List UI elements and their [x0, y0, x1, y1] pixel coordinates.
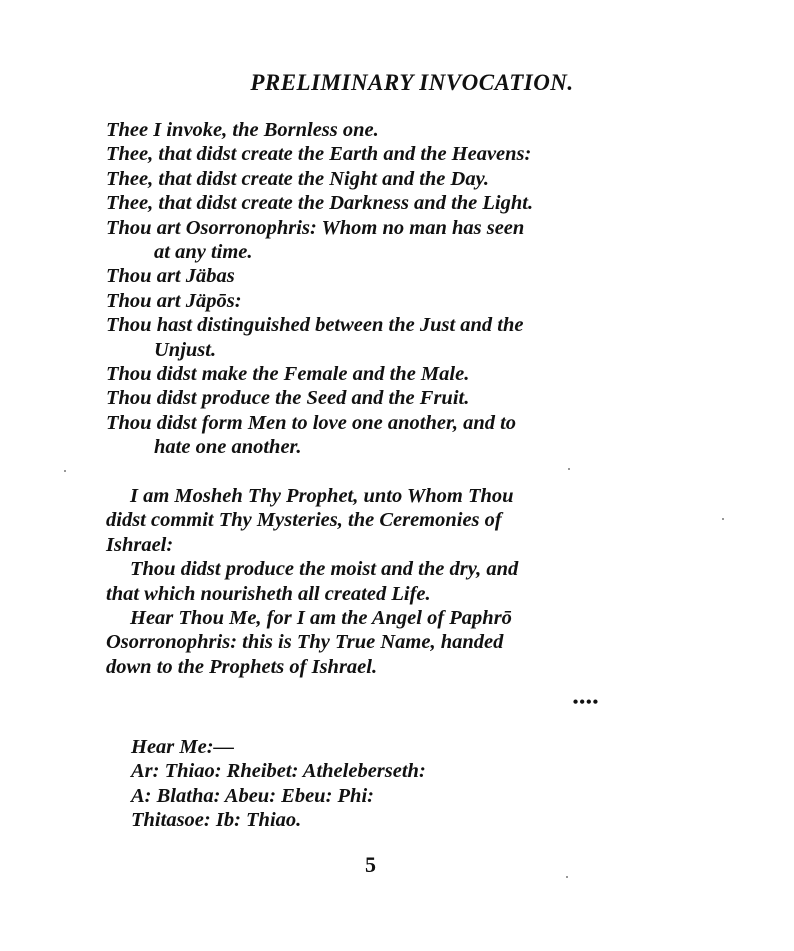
text-line: I am Mosheh Thy Prophet, unto Whom Thou: [130, 485, 514, 507]
stanza-barbarous-names: [131, 735, 691, 833]
text-line: down to the Prophets of Ishrael.: [106, 655, 378, 678]
text-line: Thee, that didst create the Darkness and the Light.: [106, 192, 534, 215]
text-line: didst commit Thy Mysteries, the Ceremonies of: [106, 509, 502, 532]
text-line: Ishrael:: [106, 533, 174, 556]
text-line: Hear Me:—: [131, 736, 235, 758]
text-line: Osorronophris: this is Thy True Name, handed: [106, 631, 504, 654]
print-speck: [64, 470, 66, 472]
section-separator: [0, 694, 794, 712]
text-line: Thou art Jäbas: [106, 265, 235, 288]
text-line: Thou art Jäpōs:: [106, 289, 242, 312]
text-line: Thitasoe: Ib: Thiao.: [131, 809, 302, 832]
text-line: A: Blatha: Abeu: Ebeu: Phi:: [131, 784, 374, 807]
text-line: Thou didst form Men to love one another, and to: [106, 411, 517, 434]
text-line: Thee I invoke, the Bornless one.: [106, 119, 379, 141]
text-line: Thee, that didst create the Earth and the Heavens:: [106, 143, 532, 166]
text-line: Thou hast distinguished between the Just and the: [106, 314, 524, 337]
text-line: Thou art Osorronophris: Whom no man has seen: [106, 216, 525, 239]
text-line: Thou didst make the Female and the Male.: [106, 363, 470, 386]
text-line: Thee, that didst create the Night and the Day.: [106, 167, 490, 190]
text-line: that which nourisheth all created Life.: [106, 582, 431, 605]
text-line: Ar: Thiao: Rheibet: Atheleberseth:: [131, 760, 426, 783]
print-speck: [568, 468, 570, 470]
print-speck: [722, 518, 724, 520]
text-line-continuation: Unjust.: [154, 338, 217, 361]
text-line-continuation: hate one another.: [154, 436, 302, 459]
stanza-invocation: [106, 118, 666, 460]
page-number: 5: [365, 852, 376, 877]
text-line: Thou didst produce the moist and the dry, and: [130, 558, 519, 581]
text-line-continuation: at any time.: [154, 241, 253, 264]
text-line: Hear Thou Me, for I am the Angel of Paphrō: [130, 607, 512, 630]
text-line: Thou didst produce the Seed and the Fruit.: [106, 387, 470, 410]
page-title: PRELIMINARY INVOCATION.: [250, 70, 574, 95]
stanza-declaration: [106, 484, 666, 679]
print-speck: [566, 876, 568, 878]
separator-dots: ••••: [572, 694, 600, 711]
